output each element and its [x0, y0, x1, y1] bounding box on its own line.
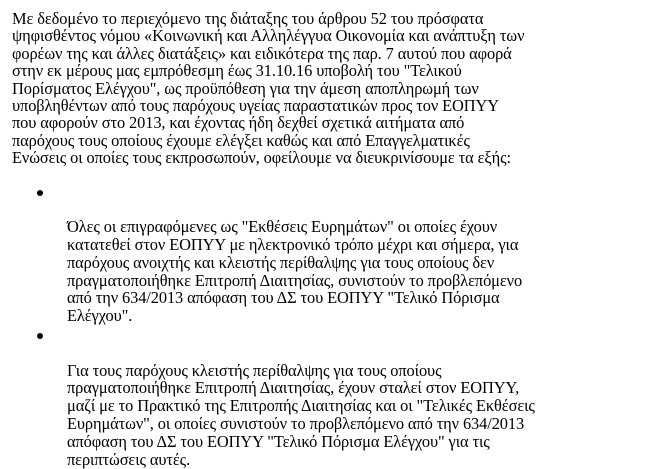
bullet-list [12, 183, 648, 469]
list-item-text: Για τους παρόχους κλειστής περίθαλψης για τους οποίους πραγματοποιήθηκε Επιτροπή Διαιτησίας, έχουν σταλεί στον ΕΟΠΥΥ, μαζί με το Πρακτικό της Επιτροπής Διαιτησίας και οι "Τελικές Εκθέσεις Ευρημάτων", οι οποίες συνιστούν το προβλεπόμενο από την 634/2013 απόφαση του ΔΣ του ΕΟΠΥΥ "Τελικό Πόρισμα Ελέγχου" για τις περιπτώσεις αυτές. [67, 360, 535, 469]
list-item [12, 326, 648, 468]
document-body [12, 10, 648, 469]
list-item-text: Όλες οι επιγραφόμενες ως "Εκθέσεις Ευρημάτων" οι οποίες έχουν κατατεθεί στον ΕΟΠΥΥ με ηλεκτρονικό τρόπο μέχρι και σήμερα, για παρόχους ανοιχτής και κλειστής περίθαλψης για τους οποίους δεν πραγματοποιήθηκε Επιτροπή Διαιτησίας, συνιστούν το προβλεπόμενο από την 634/2013 απόφαση του ΔΣ του ΕΟΠΥΥ "Τελικό Πόρισμα Ελέγχου". [67, 217, 523, 326]
bullet-icon [37, 190, 43, 196]
list-item [12, 183, 648, 325]
intro-paragraph: Με δεδομένο το περιεχόμενο της διάταξης του άρθρου 52 του πρόσφατα ψηφισθέντος νόμου «Κοινωνική και Αλληλέγγυα Οικονομία και ανάπτυξη των φορέων της και άλλες διατάξεις» και ειδικότερα της παρ. 7 αυτού που αφορά στην εκ μέρους μας εμπρόθεσμη έως 31.10.16 υποβολή του "Τελικού Πορίσματος Ελέγχου", ως προϋπόθεση για την άμεση αποπληρωμή των υποβληθέντων από τους παρόχους υγείας παραστατικών προς τον ΕΟΠΥΥ που αφορούν στο 2013, και έχοντας ήδη δεχθεί σχετικά αιτήματα από παρόχους τους οποίους έχουμε ελέγξει καθώς και από Επαγγελματικές Ενώσεις οι οποίες τους εκπροσωπούν, οφείλουμε να διευκρινίσουμε τα εξής: [12, 9, 525, 168]
bullet-icon [37, 333, 43, 339]
